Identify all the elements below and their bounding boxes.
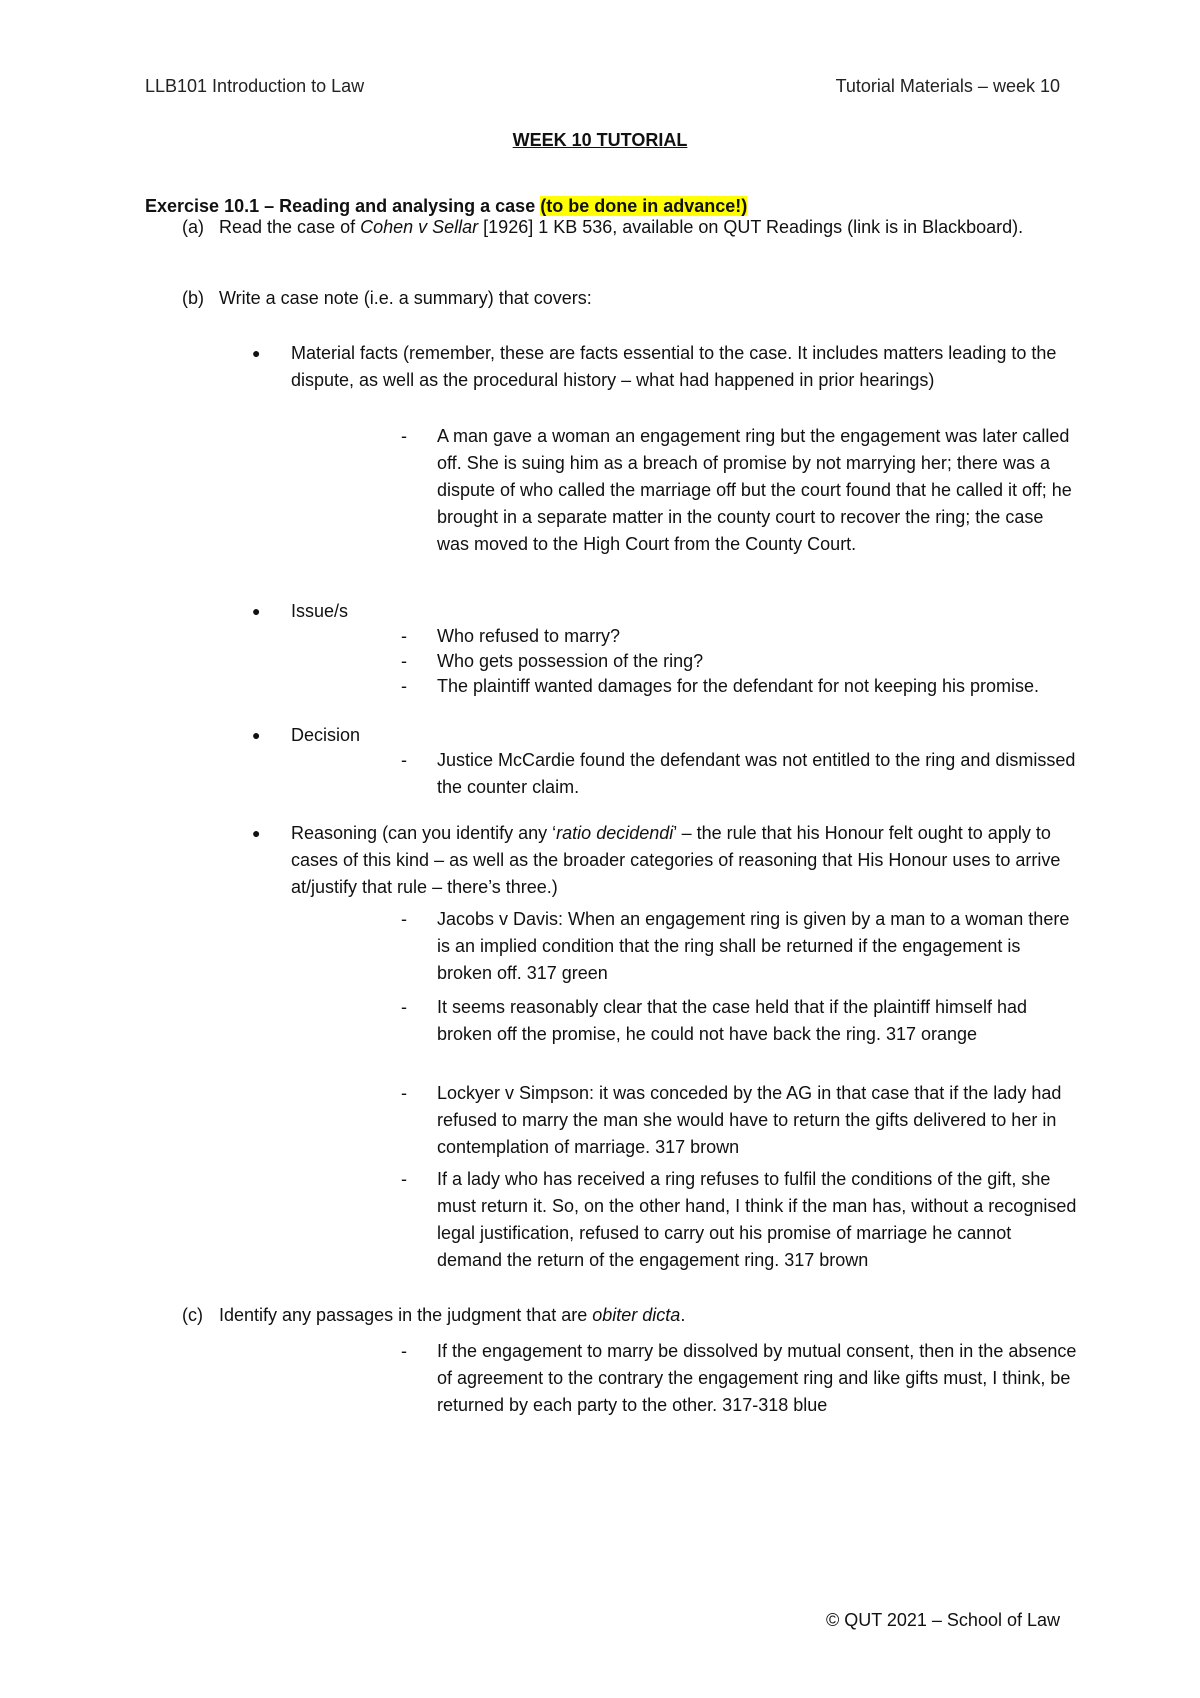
decision-heading: Decision [291, 725, 361, 745]
bullet-icon: ● [252, 603, 261, 619]
reasoning-heading [291, 820, 1091, 901]
reason-1: Jacobs v Davis: When an engagement ring is given by a man to a woman there is an implied condition that the ring shall be returned if the engagement is broken off. 317 green [437, 909, 1070, 983]
material-facts: Material facts (remember, these are facts essential to the case. It includes matters leading to the dispute, as well as the procedural history – what had happened in prior hearings) [291, 343, 1057, 390]
part-a-text-1: Read the case of [219, 217, 361, 237]
reason-2: It seems reasonably clear that the case held that if the plaintiff himself had broken off the promise, he could not have back the ring. 317 orange [437, 997, 1028, 1044]
obiter-dicta: obiter dicta [592, 1305, 681, 1325]
ratio-decidendi: ratio decidendi [556, 823, 674, 843]
reason-4: If a lady who has received a ring refuses to fulfil the conditions of the gift, she must return it. So, on the other hand, I think if the man has, without a recognised legal justification, refused to carry out his promise of marriage he cannot demand the return of the engagement ring. 317 brown [437, 1169, 1077, 1270]
bullet-icon: ● [252, 345, 261, 361]
dash-icon: - [401, 626, 407, 646]
part-c-label: (c) [182, 1305, 203, 1325]
part-c-text-1: Identify any passages in the judgment that are [219, 1305, 593, 1325]
issue-2: Who gets possession of the ring? [437, 651, 704, 671]
part-c-text-2: . [680, 1305, 686, 1325]
obiter-answer: If the engagement to marry be dissolved by mutual consent, then in the absence of agreement to the contrary the engagement ring and like gifts must, I think, be returned by each party to the other. 317-318 blue [437, 1341, 1077, 1415]
issues-heading: Issue/s [291, 601, 349, 621]
header-materials: Tutorial Materials – week 10 [835, 76, 1060, 96]
footer-copyright: © QUT 2021 – School of Law [825, 1610, 1060, 1630]
part-a-text [219, 214, 1079, 241]
dash-icon: - [401, 750, 407, 770]
exercise-heading-text: Exercise 10.1 – Reading and analysing a case [145, 196, 541, 216]
issue-1: Who refused to marry? [437, 626, 621, 646]
exercise-highlight: (to be done in advance!) [540, 196, 748, 216]
part-b-label: (b) [182, 288, 204, 308]
part-c-text [219, 1302, 1079, 1329]
facts-answer: A man gave a woman an engagement ring but the engagement was later called off. She is suing him as a breach of promise by not marrying her; there was a dispute of who called the marriage off but the court found that he called it off; he brought in a separate matter in the county court to recover the ring; the case was moved to the High Court from the County Court. [437, 426, 1072, 554]
dash-icon: - [401, 426, 407, 446]
part-b-text: Write a case note (i.e. a summary) that covers: [219, 288, 592, 308]
part-a-label: (a) [182, 217, 204, 237]
dash-icon: - [401, 676, 407, 696]
bullet-icon: ● [252, 727, 261, 743]
part-a-text-2: [1926] 1 KB 536, available on QUT Readings (link is in Blackboard). [478, 217, 1024, 237]
dash-icon: - [401, 1169, 407, 1189]
issue-3: The plaintiff wanted damages for the defendant for not keeping his promise. [437, 676, 1040, 696]
bullet-icon: ● [252, 825, 261, 841]
dash-icon: - [401, 651, 407, 671]
case-name: Cohen v Sellar [360, 217, 479, 237]
dash-icon: - [401, 1341, 407, 1361]
dash-icon: - [401, 1083, 407, 1103]
dash-icon: - [401, 997, 407, 1017]
reasoning-text-2: ’ – the rule that his Honour felt ought to apply to cases of this kind – as well as the broader categories of reasoning that His Honour uses to arrive at/justify that rule – there’s three.) [291, 823, 1061, 897]
header-course: LLB101 Introduction to Law [145, 76, 365, 96]
reason-3: Lockyer v Simpson: it was conceded by the AG in that case that if the lady had refused to marry the man she would have to return the gifts delivered to her in contemplation of marriage. 317 brown [437, 1083, 1062, 1157]
page-title: WEEK 10 TUTORIAL [512, 130, 688, 150]
reasoning-text-1: Reasoning (can you identify any ‘ [291, 823, 557, 843]
dash-icon: - [401, 909, 407, 929]
decision-answer: Justice McCardie found the defendant was not entitled to the ring and dismissed the counter claim. [437, 750, 1076, 797]
